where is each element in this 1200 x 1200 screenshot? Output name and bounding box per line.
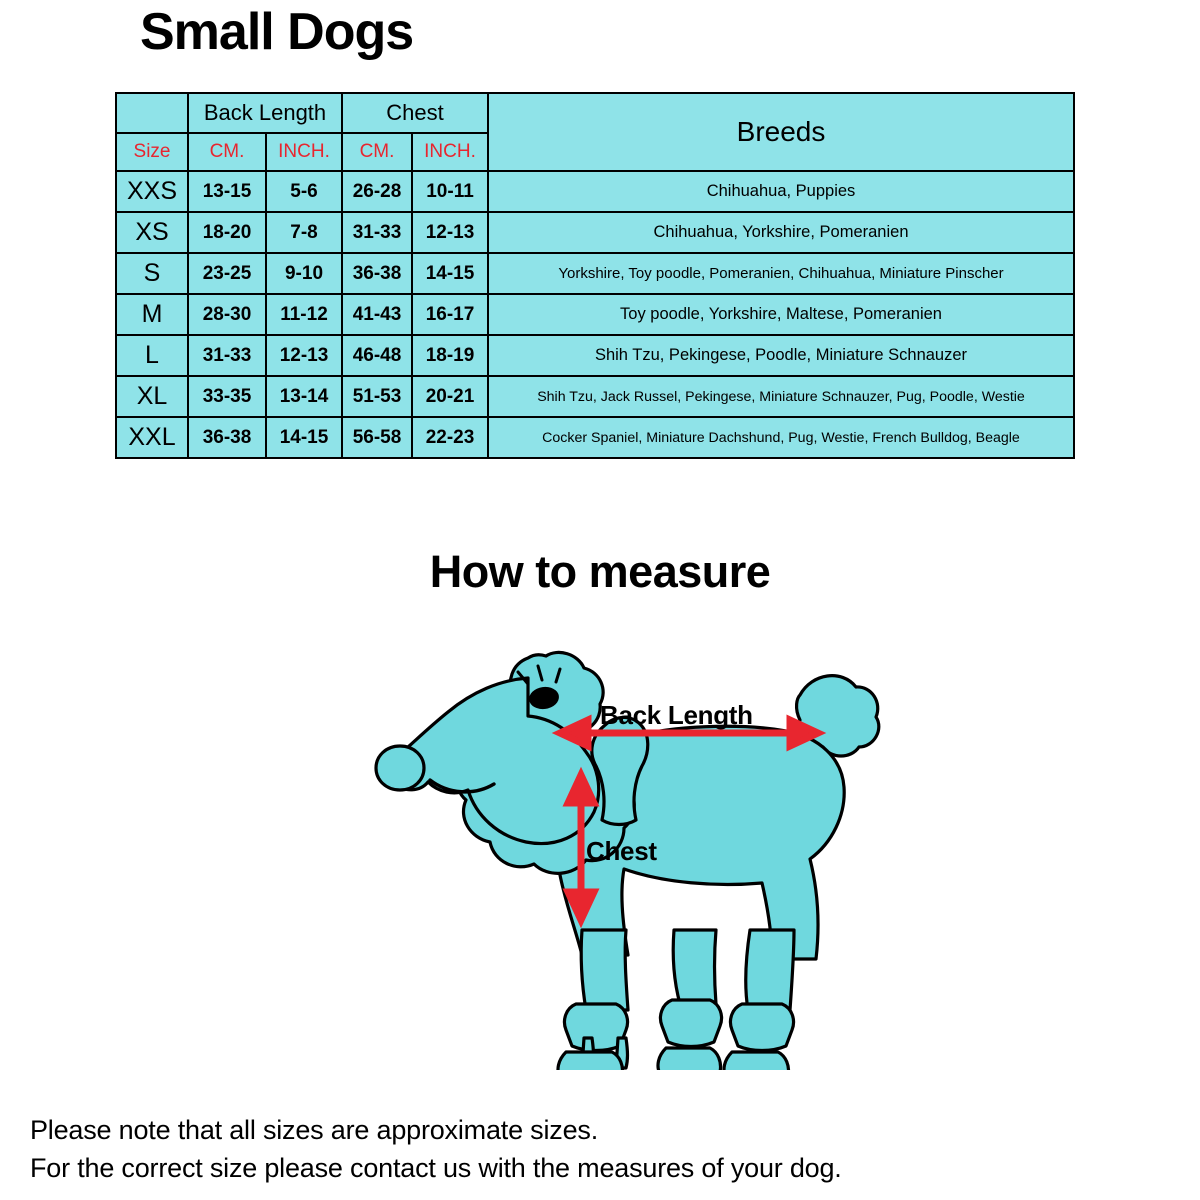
cell-ch-cm: 41-43 bbox=[342, 294, 412, 335]
cell-size: S bbox=[116, 253, 188, 294]
cell-bl-inch: 14-15 bbox=[266, 417, 342, 458]
cell-size: XL bbox=[116, 376, 188, 417]
header-bl-inch: INCH. bbox=[266, 133, 342, 171]
cell-breeds: Cocker Spaniel, Miniature Dachshund, Pug, Westie, French Bulldog, Beagle bbox=[488, 417, 1074, 458]
header-chest: Chest bbox=[342, 93, 488, 133]
table-row bbox=[116, 253, 1074, 294]
header-back-length: Back Length bbox=[188, 93, 342, 133]
cell-breeds: Toy poodle, Yorkshire, Maltese, Pomeranien bbox=[488, 294, 1074, 335]
table-row bbox=[116, 335, 1074, 376]
cell-bl-inch: 9-10 bbox=[266, 253, 342, 294]
table-row bbox=[116, 376, 1074, 417]
empty-corner-cell bbox=[116, 93, 188, 133]
chest-label: Chest bbox=[586, 836, 657, 866]
cell-ch-cm: 46-48 bbox=[342, 335, 412, 376]
header-bl-cm: CM. bbox=[188, 133, 266, 171]
cell-size: XS bbox=[116, 212, 188, 253]
cell-ch-inch: 10-11 bbox=[412, 171, 488, 212]
back-length-label: Back Length bbox=[600, 700, 753, 730]
header-breeds: Breeds bbox=[488, 93, 1074, 171]
cell-bl-cm: 18-20 bbox=[188, 212, 266, 253]
size-chart-table bbox=[115, 92, 1075, 459]
cell-size: M bbox=[116, 294, 188, 335]
size-chart-container bbox=[115, 92, 1075, 459]
cell-bl-inch: 12-13 bbox=[266, 335, 342, 376]
dog-measure-diagram bbox=[280, 600, 920, 1070]
cell-bl-inch: 7-8 bbox=[266, 212, 342, 253]
how-to-measure-heading: How to measure bbox=[429, 546, 771, 597]
cell-bl-cm: 36-38 bbox=[188, 417, 266, 458]
header-size: Size bbox=[116, 133, 188, 171]
poodle-illustration-icon bbox=[280, 600, 920, 1070]
cell-ch-inch: 14-15 bbox=[412, 253, 488, 294]
table-group-header-row bbox=[116, 93, 1074, 133]
cell-bl-inch: 13-14 bbox=[266, 376, 342, 417]
note-line-1: Please note that all sizes are approximate sizes. bbox=[30, 1115, 598, 1145]
header-ch-inch: INCH. bbox=[412, 133, 488, 171]
cell-ch-cm: 26-28 bbox=[342, 171, 412, 212]
cell-ch-inch: 16-17 bbox=[412, 294, 488, 335]
cell-bl-cm: 28-30 bbox=[188, 294, 266, 335]
cell-breeds: Shih Tzu, Pekingese, Poodle, Miniature Schnauzer bbox=[488, 335, 1074, 376]
cell-ch-cm: 56-58 bbox=[342, 417, 412, 458]
table-row bbox=[116, 212, 1074, 253]
table-row bbox=[116, 417, 1074, 458]
cell-ch-cm: 51-53 bbox=[342, 376, 412, 417]
cell-bl-cm: 23-25 bbox=[188, 253, 266, 294]
page-title: Small Dogs bbox=[140, 3, 414, 61]
cell-size: XXS bbox=[116, 171, 188, 212]
cell-size: L bbox=[116, 335, 188, 376]
cell-ch-inch: 12-13 bbox=[412, 212, 488, 253]
cell-breeds: Chihuahua, Yorkshire, Pomeranien bbox=[488, 212, 1074, 253]
cell-ch-inch: 20-21 bbox=[412, 376, 488, 417]
header-ch-cm: CM. bbox=[342, 133, 412, 171]
cell-bl-inch: 5-6 bbox=[266, 171, 342, 212]
cell-size: XXL bbox=[116, 417, 188, 458]
cell-bl-cm: 31-33 bbox=[188, 335, 266, 376]
table-row bbox=[116, 294, 1074, 335]
cell-bl-inch: 11-12 bbox=[266, 294, 342, 335]
cell-ch-inch: 22-23 bbox=[412, 417, 488, 458]
cell-breeds: Chihuahua, Puppies bbox=[488, 171, 1074, 212]
cell-bl-cm: 33-35 bbox=[188, 376, 266, 417]
cell-breeds: Shih Tzu, Jack Russel, Pekingese, Miniature Schnauzer, Pug, Poodle, Westie bbox=[488, 376, 1074, 417]
cell-breeds: Yorkshire, Toy poodle, Pomeranien, Chihuahua, Miniature Pinscher bbox=[488, 253, 1074, 294]
cell-ch-cm: 36-38 bbox=[342, 253, 412, 294]
cell-ch-cm: 31-33 bbox=[342, 212, 412, 253]
cell-ch-inch: 18-19 bbox=[412, 335, 488, 376]
table-row bbox=[116, 171, 1074, 212]
note-line-2: For the correct size please contact us with the measures of your dog. bbox=[30, 1153, 842, 1183]
cell-bl-cm: 13-15 bbox=[188, 171, 266, 212]
